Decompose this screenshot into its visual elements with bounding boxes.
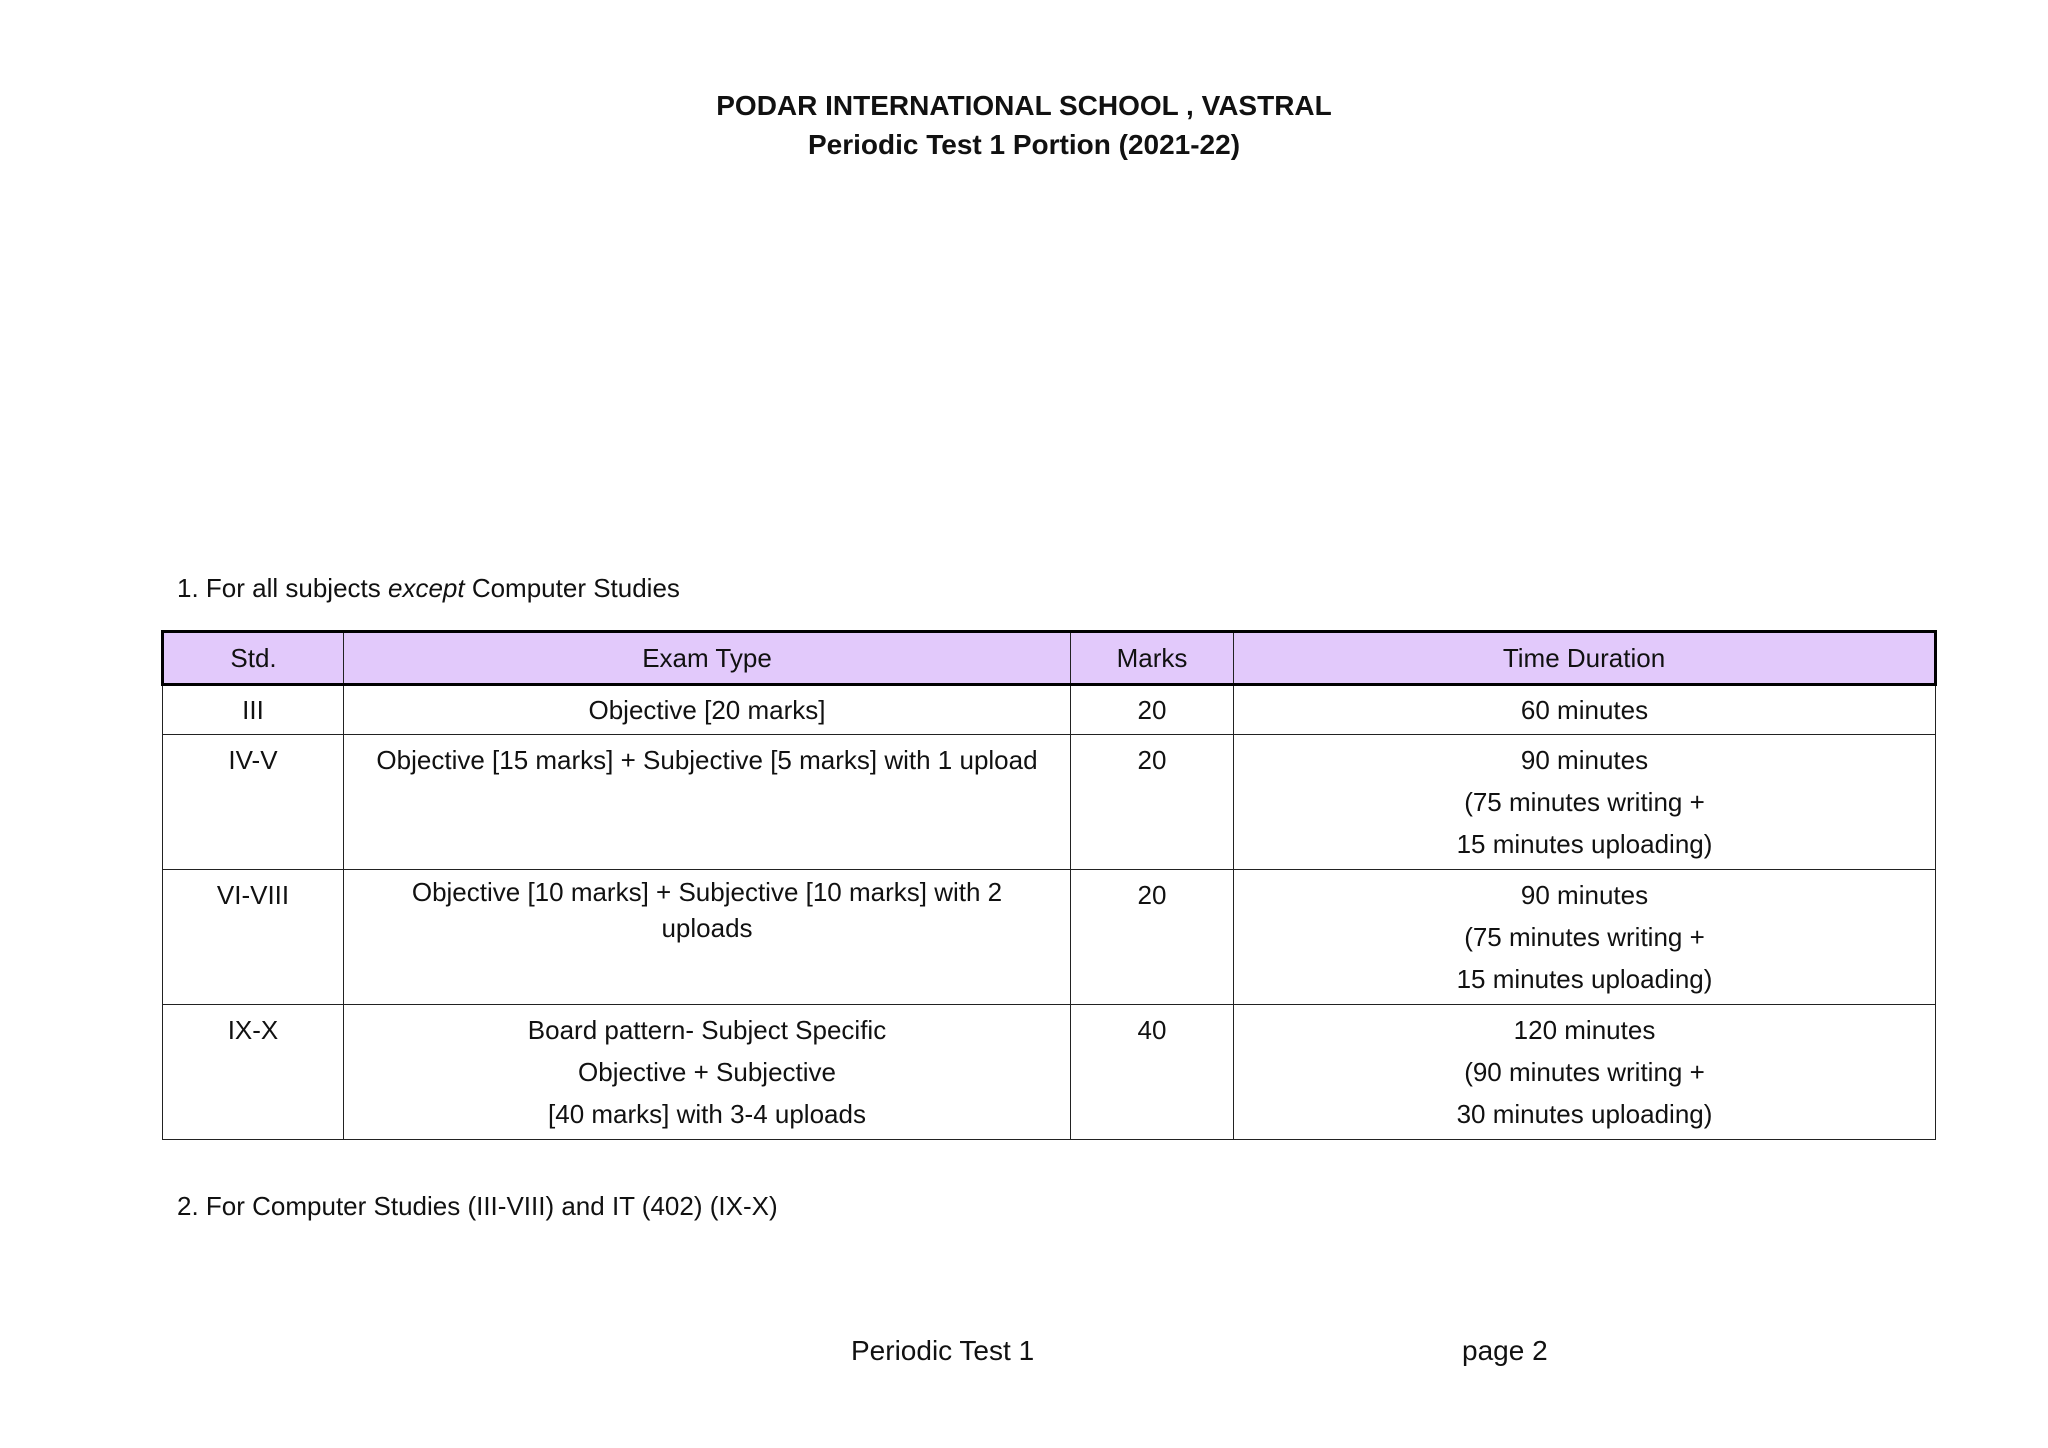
exam-type-line: uploads bbox=[661, 913, 753, 943]
table-row bbox=[163, 735, 1936, 870]
exam-type-line: Objective + Subjective bbox=[578, 1057, 836, 1087]
duration-line: 15 minutes uploading) bbox=[1456, 829, 1713, 859]
table-row bbox=[163, 870, 1936, 1005]
exam-type-line: Objective [20 marks] bbox=[588, 695, 826, 725]
table-row bbox=[163, 1005, 1936, 1140]
duration-line: 90 minutes bbox=[1520, 745, 1649, 775]
cell-marks: 40 bbox=[1071, 1005, 1234, 1140]
cell-marks: 20 bbox=[1071, 685, 1234, 735]
duration-line: (75 minutes writing + bbox=[1464, 787, 1705, 817]
exam-type-line: Objective [15 marks] + Subjective [5 marks] with 1 upload bbox=[376, 745, 1038, 775]
cell-marks: 20 bbox=[1071, 735, 1234, 870]
cell-std: VI-VIII bbox=[163, 870, 344, 1005]
duration-line: 15 minutes uploading) bbox=[1456, 964, 1713, 994]
section-1-emphasis: except bbox=[387, 573, 465, 603]
cell-duration bbox=[1234, 685, 1936, 735]
document-header bbox=[0, 86, 2048, 164]
header-exam-type: Exam Type bbox=[344, 632, 1071, 685]
header-time-duration: Time Duration bbox=[1234, 632, 1936, 685]
header-std: Std. bbox=[163, 632, 344, 685]
section-1-suffix: Computer Studies bbox=[464, 573, 680, 603]
document-title: Periodic Test 1 Portion (2021-22) bbox=[807, 129, 1241, 160]
section-2-label: 2. For Computer Studies (III-VIII) and IT (402) (IX-X) bbox=[177, 1191, 778, 1221]
cell-exam-type bbox=[344, 685, 1071, 735]
duration-line: 120 minutes bbox=[1513, 1015, 1656, 1045]
exam-type-line: [40 marks] with 3-4 uploads bbox=[548, 1099, 866, 1129]
footer-page-number: page 2 bbox=[1462, 1335, 1548, 1366]
duration-line: 60 minutes bbox=[1520, 695, 1649, 725]
footer-title: Periodic Test 1 bbox=[851, 1335, 1035, 1366]
exam-type-line: Board pattern- Subject Specific bbox=[527, 1015, 887, 1045]
cell-std: IV-V bbox=[163, 735, 344, 870]
school-name: PODAR INTERNATIONAL SCHOOL , VASTRAL bbox=[716, 90, 1332, 121]
duration-line: 30 minutes uploading) bbox=[1456, 1099, 1713, 1129]
table-header-row bbox=[163, 632, 1936, 685]
duration-line: 90 minutes bbox=[1520, 880, 1649, 910]
section-1-label bbox=[177, 572, 680, 604]
cell-marks: 20 bbox=[1071, 870, 1234, 1005]
table-row bbox=[163, 685, 1936, 735]
section-1-prefix: 1. For all subjects bbox=[177, 573, 388, 603]
cell-duration bbox=[1234, 735, 1936, 870]
cell-exam-type bbox=[344, 1005, 1071, 1140]
exam-pattern-table bbox=[161, 630, 1937, 1140]
cell-std: III bbox=[163, 685, 344, 735]
cell-exam-type bbox=[344, 735, 1071, 870]
cell-duration bbox=[1234, 870, 1936, 1005]
cell-std: IX-X bbox=[163, 1005, 344, 1140]
cell-exam-type bbox=[344, 870, 1071, 1005]
duration-line: (90 minutes writing + bbox=[1464, 1057, 1705, 1087]
duration-line: (75 minutes writing + bbox=[1464, 922, 1705, 952]
exam-type-line: Objective [10 marks] + Subjective [10 marks] with 2 bbox=[411, 877, 1003, 907]
cell-duration bbox=[1234, 1005, 1936, 1140]
header-marks: Marks bbox=[1071, 632, 1234, 685]
